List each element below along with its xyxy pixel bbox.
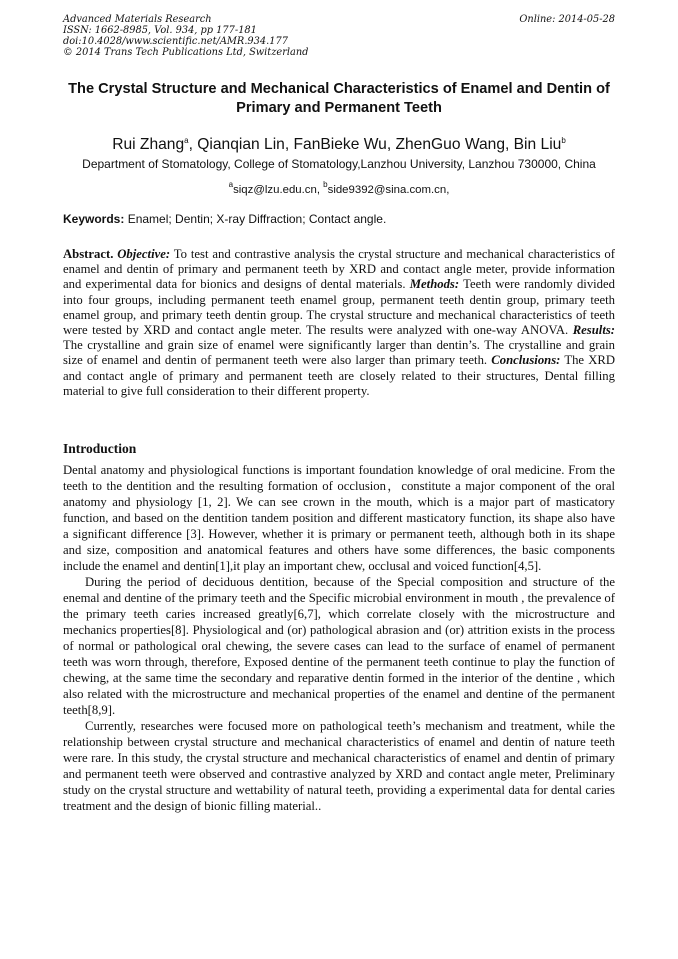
online-date: Online: 2014-05-28 (519, 14, 615, 25)
keywords (63, 212, 615, 226)
section-heading-introduction: Introduction (63, 441, 137, 456)
email-a: siqz@lzu.edu.cn, (233, 184, 320, 196)
email-line (20, 178, 658, 197)
keywords-label: Keywords: (63, 212, 125, 226)
paper-title: The Crystal Structure and Mechanical Characteristics of Enamel and Dentin of Primary and Permanent Teeth (68, 81, 610, 116)
journal-name: Advanced Materials Research (63, 14, 212, 25)
issn-line: ISSN: 1662-8985, Vol. 934, pp 177-181 (63, 25, 257, 36)
keywords-text: Enamel; Dentin; X-ray Diffraction; Contact angle. (127, 212, 387, 226)
author-rest-sup: b (561, 136, 566, 145)
author-list (20, 132, 658, 154)
author-first-sup: a (184, 136, 189, 145)
abstract-methods: Teeth were randomly divided into four groups, including permanent teeth enamel group, permanent teeth dentin group, primary teeth enamel group, and primary teeth dentin group. The crystal structure and mechanical characteristics of teeth were tested by XRD and contact angle meter. The results were analyzed with one-way ANOVA. (63, 277, 616, 338)
author-rest: , Qianqian Lin, FanBieke Wu, ZhenGuo Wang, Bin Liu (188, 136, 562, 153)
intro-paragraph-1: Dental anatomy and physiological functions is important foundation knowledge of oral medicine. From the teeth to the dentition and the resulting formation of occlusion，constitute a major component of the oral anatomy and physiology [1, 2]. We can see crown in the mouth, which is a major part of masticatory function, and based on the dentition tandem position and different masticatory function, its shape also have a significant difference [3]. However, whether it is primary or permanent teeth, although both in its shape and size, composition and anatomical features and others have some differences, the basic components include the enamel and dentin[1],it play an important chew, occlusal and voiced function[4,5]. (63, 463, 615, 573)
affiliation: Department of Stomatology, College of Stomatology,Lanzhou University, Lanzhou 730000, China (82, 157, 596, 171)
abstract (63, 247, 615, 399)
abstract-results: The crystalline and grain size of enamel were significantly larger than dentin’s. The crystalline and grain size of enamel and dentin of permanent teeth were also larger than primary teeth. (63, 338, 615, 368)
intro-paragraph-3: Currently, researches were focused more on pathological teeth’s mechanism and treatment, while the relationship between crystal structure and mechanical characteristics of enamel and dentin of nature teeth were rare. In this study, the crystal structure and mechanical characteristics of enamel and dentin of primary and permanent teeth were observed and contrastive analyzed by XRD and contact angle meter, Preliminary study on the crystal structure and wettability of natural teeth, providing a experimental data for dental caries treatment and the design of bionic filling material.. (63, 719, 615, 813)
abstract-objective-label: Objective: (117, 247, 171, 261)
abstract-objective: To test and contrastive analysis the crystal structure and mechanical characteristics of enamel and dentin of primary and permanent teeth by XRD and contact angle meter, provide information and experimental data for bionics and designs of dental materials. (63, 247, 615, 292)
introduction-body (63, 462, 615, 814)
abstract-conclusions-label: Conclusions: (491, 353, 561, 368)
intro-paragraph-2: During the period of deciduous dentition, because of the Special composition and structure of the enemal and dentine of the primary teeth and the Specific microbial environment in mouth , the prevalence of the primary teeth caries increased greatly[6,7], which correlate closely with the microstructure and mechanics properties[8]. Physiological and (or) pathological abrasion and (or) attrition exists in the process of normal or pathological oral chewing, the severe cases can lead to the surface of enamel of permanent teeth was worn through, therefore, Exposed dentine of the permanent teeth continue to play the function of chewing, at the same time the secondary and reparative dentin formed in the interior of the dentine , which also related with the microstructure and mechanical properties of the enamel and dentine of the permanent teeth[8,9]. (63, 575, 615, 717)
abstract-label: Abstract. (63, 247, 114, 261)
running-header (63, 14, 615, 58)
copyright-line: © 2014 Trans Tech Publications Ltd, Switzerland (63, 47, 309, 58)
email-b: side9392@sina.com.cn, (327, 184, 450, 196)
abstract-methods-label: Methods: (409, 277, 460, 292)
author-first: Rui Zhang (112, 136, 185, 153)
email-a-sup: a (228, 180, 234, 189)
abstract-results-label: Results: (572, 323, 616, 338)
abstract-conclusions: The XRD and contact angle of primary and permanent teeth are closely related to their structures, Dental filling material to give full consideration to their different property. (63, 353, 616, 398)
doi-line: doi:10.4028/www.scientific.net/AMR.934.177 (63, 36, 288, 47)
email-b-sup: b (323, 180, 328, 189)
